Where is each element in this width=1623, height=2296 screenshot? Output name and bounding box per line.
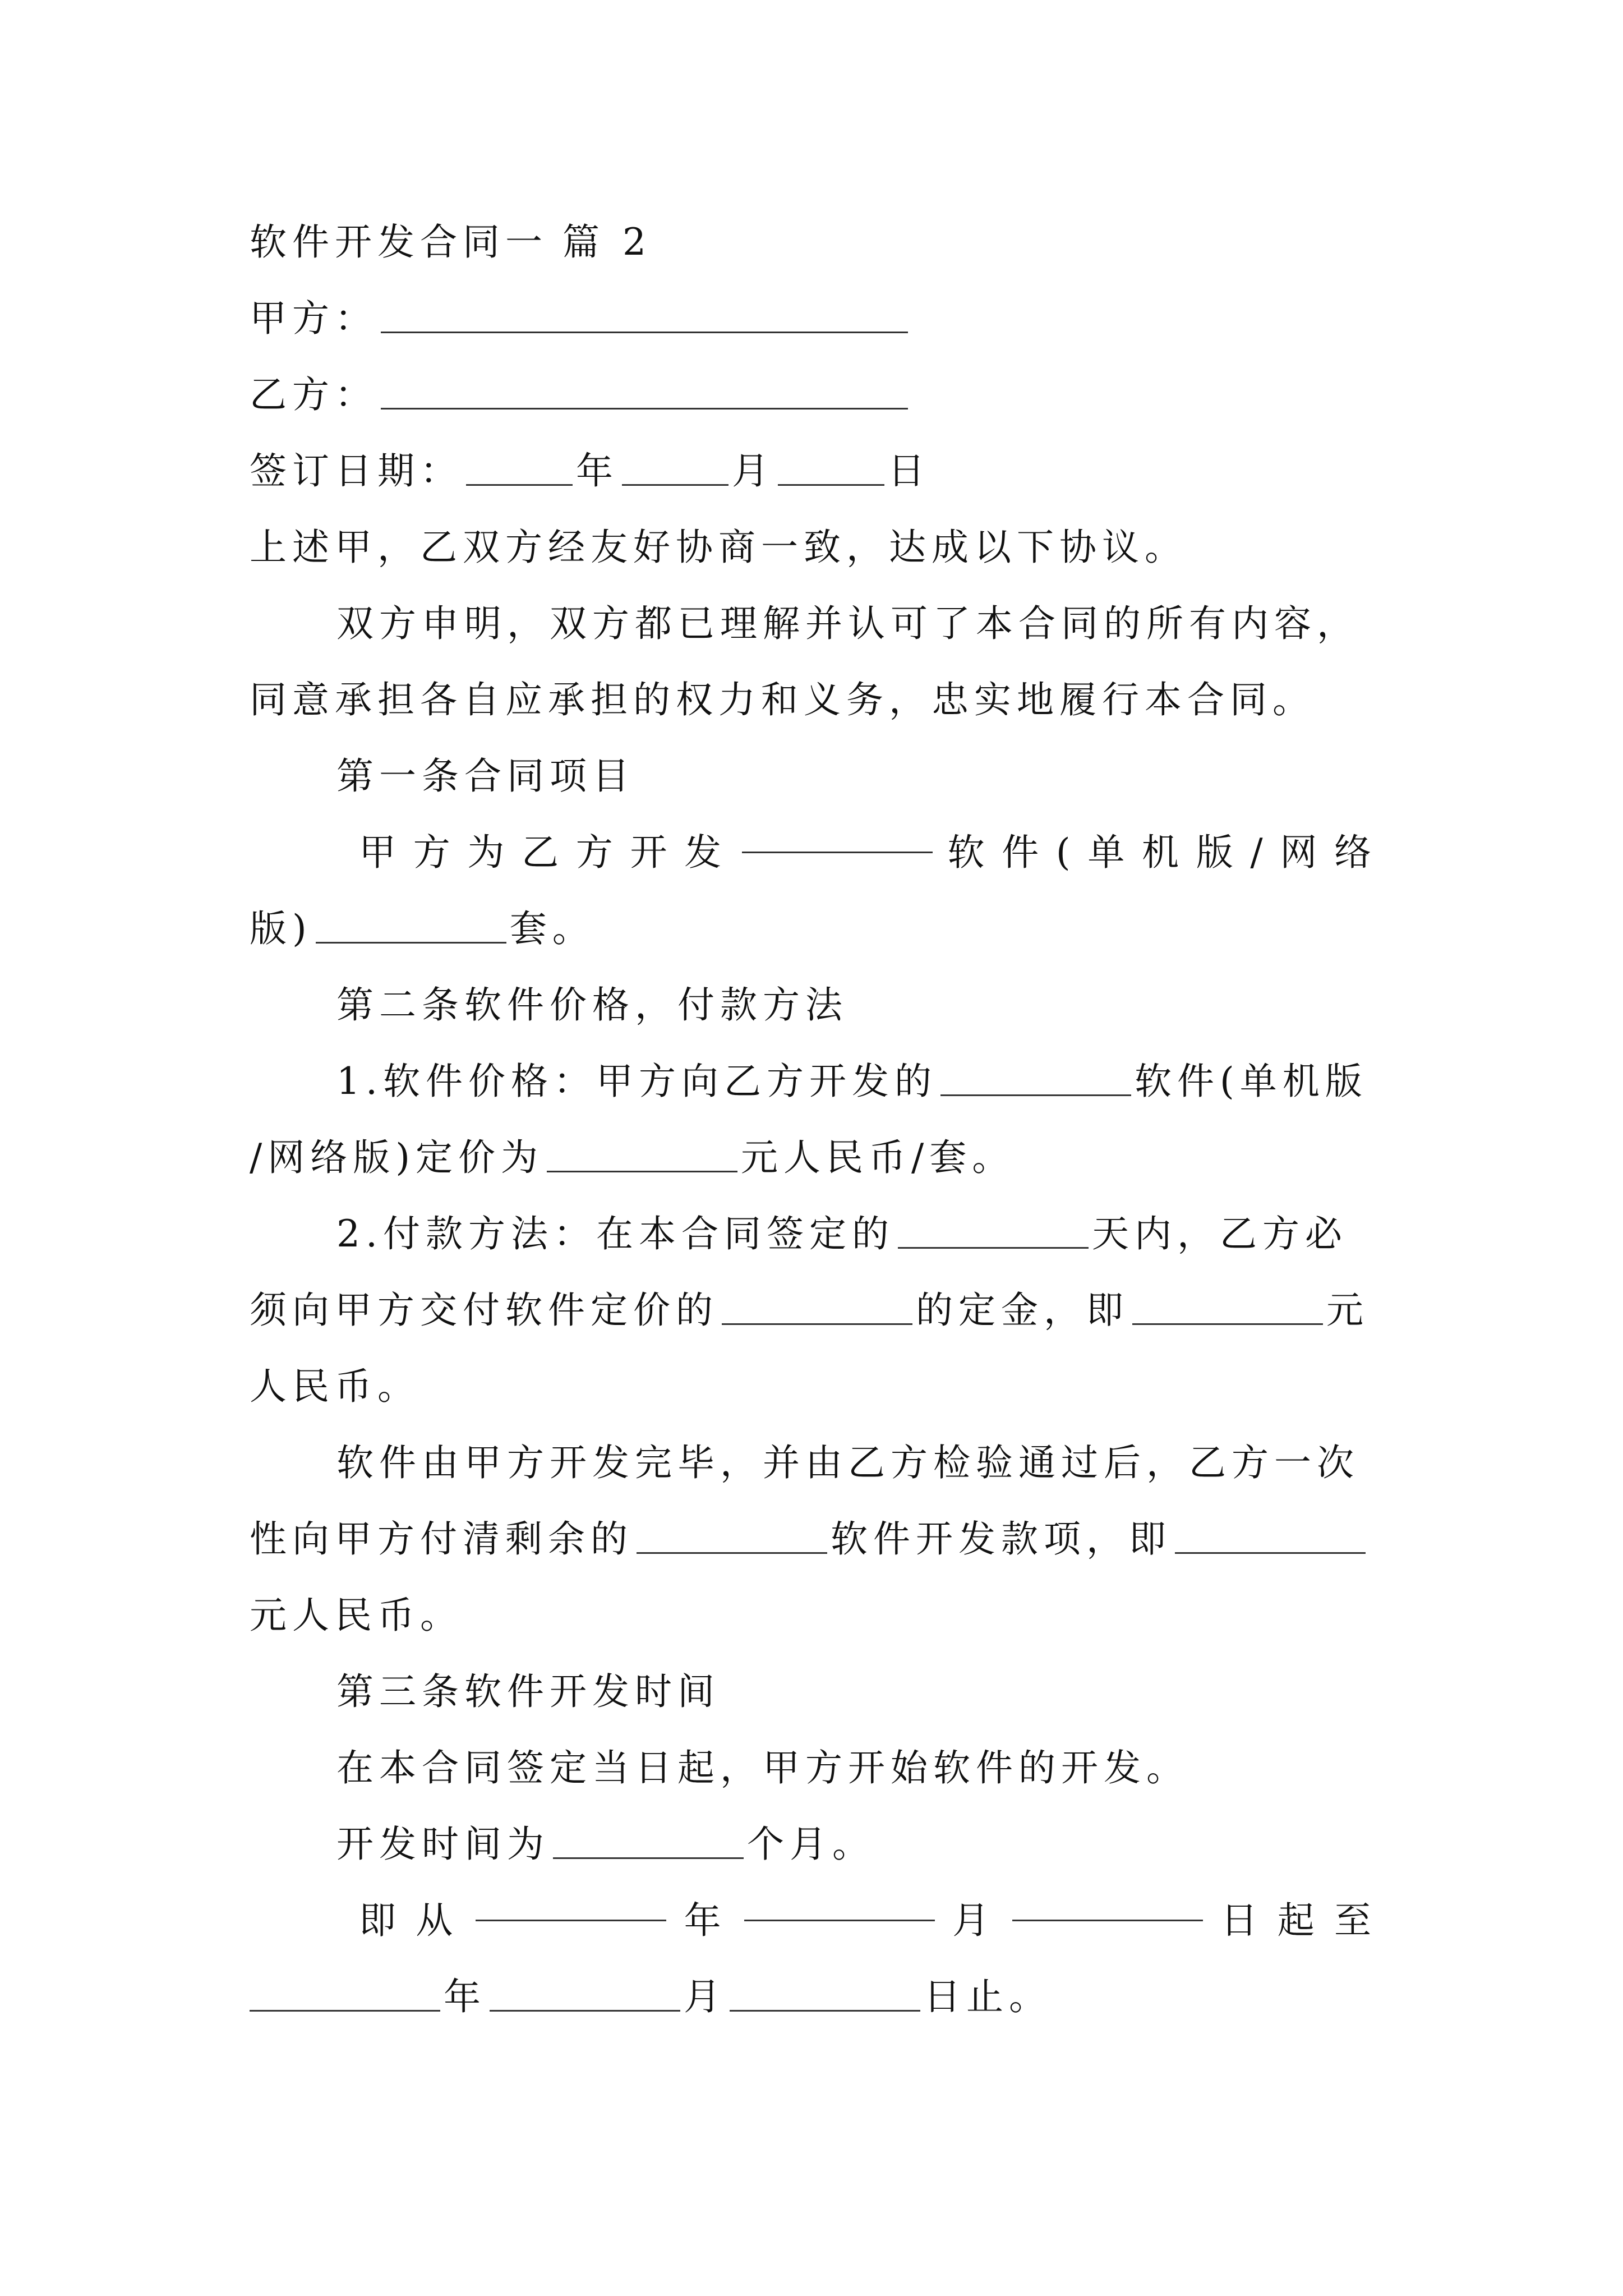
article-1-char: 软 — [947, 831, 990, 874]
article-1-char: 发 — [684, 831, 727, 874]
party-b-label: 乙方： — [250, 373, 377, 416]
sign-date-label: 签订日期： — [250, 449, 463, 493]
party-b-blank[interactable] — [381, 371, 908, 409]
price-amount-blank[interactable] — [547, 1134, 737, 1172]
period-line-1 — [359, 1883, 1377, 1959]
balance-line-2 — [250, 1501, 1377, 1577]
article-1-char: 甲 — [359, 831, 402, 874]
declaration-line-2 — [250, 662, 1377, 738]
period-char: 即 — [359, 1899, 402, 1942]
payment-text-1a: 2.付款方法：在本合同签定的 — [336, 1212, 895, 1255]
article-1-char: 机 — [1142, 831, 1184, 874]
balance-line-3 — [250, 1577, 1377, 1654]
end-year-label: 年 — [444, 1975, 486, 2018]
article-1-char: 单 — [1087, 831, 1131, 874]
dev-time-text-a: 开发时间为 — [336, 1823, 550, 1866]
set-text: 套。 — [509, 907, 595, 950]
article-1-title-text: 第一条合同项目 — [336, 754, 635, 798]
balance-line-1 — [336, 1425, 1377, 1501]
payment-text-1b: 天内，乙方必 — [1091, 1212, 1348, 1255]
price-text-2b: 元人民币/套。 — [741, 1136, 1015, 1179]
balance-percent-blank[interactable] — [637, 1515, 827, 1554]
article-2-title — [336, 967, 1377, 1043]
article-3-title — [336, 1654, 1377, 1730]
article-1-char: 开 — [630, 831, 673, 874]
intro-text: 上述甲，乙双方经友好协商一致，达成以下协议。 — [250, 526, 1187, 569]
article-2-title-text: 第二条软件价格，付款方法 — [336, 983, 848, 1027]
balance-text-2a: 性向甲方付清剩余的 — [250, 1517, 633, 1561]
declaration-line-1 — [336, 586, 1377, 662]
intro-paragraph — [250, 509, 1377, 586]
deposit-percent-blank[interactable] — [722, 1286, 912, 1325]
party-a-label: 甲方： — [250, 297, 377, 340]
quantity-blank[interactable] — [316, 905, 506, 944]
payment-line-2 — [250, 1272, 1377, 1349]
dev-start-line — [336, 1730, 1377, 1806]
end-day-label: 日止。 — [924, 1975, 1052, 2018]
price-line-1 — [336, 1043, 1377, 1120]
sign-day-label: 日 — [888, 449, 930, 493]
sign-year-blank[interactable] — [466, 447, 573, 486]
period-char: 日 — [1220, 1899, 1264, 1942]
balance-amount-blank[interactable] — [1175, 1515, 1366, 1554]
end-year-blank[interactable] — [250, 1973, 440, 2012]
party-a-line — [250, 280, 1377, 357]
payment-days-blank[interactable] — [898, 1210, 1089, 1249]
payment-text-3: 人民币。 — [250, 1365, 420, 1408]
declaration-text-2: 同意承担各自应承担的权力和义务，忠实地履行本合同。 — [250, 678, 1315, 721]
period-char: 起 — [1277, 1899, 1320, 1942]
deposit-amount-blank[interactable] — [1132, 1286, 1323, 1325]
title-suffix: 篇 2 — [562, 220, 652, 264]
payment-line-3 — [250, 1349, 1377, 1425]
article-1-line-1 — [359, 815, 1377, 891]
price-text-1b: 软件(单机版 — [1134, 1060, 1368, 1103]
price-text-1a: 1.软件价格：甲方向乙方开发的 — [336, 1060, 937, 1103]
dev-start-text: 在本合同签定当日起，甲方开始软件的开发。 — [336, 1746, 1189, 1789]
price-text-2a: /网络版)定价为 — [250, 1136, 543, 1179]
software-name-blank[interactable] — [742, 815, 933, 853]
period-char: 至 — [1334, 1899, 1377, 1942]
balance-text-1: 软件由甲方开发完毕，并由乙方检验通过后，乙方一次 — [336, 1441, 1359, 1484]
article-1-char: 乙 — [522, 831, 565, 874]
article-1-char: 为 — [467, 831, 510, 874]
start-day-blank[interactable] — [1012, 1883, 1203, 1921]
period-char: 从 — [416, 1899, 459, 1942]
article-1-char: 件 — [1002, 831, 1045, 874]
article-1-char: 网 — [1280, 831, 1323, 874]
sign-year-label: 年 — [576, 449, 619, 493]
article-1-char: 方 — [413, 831, 456, 874]
sign-date-line — [250, 433, 1377, 509]
end-month-blank[interactable] — [490, 1973, 680, 2012]
article-1-char: / — [1250, 831, 1269, 874]
end-month-label: 月 — [684, 1975, 726, 2018]
article-1-char: 络 — [1334, 831, 1377, 874]
dev-time-text-b: 个月。 — [747, 1823, 875, 1866]
start-month-label: 月 — [952, 1899, 995, 1942]
title-text: 软件开发合同一 — [250, 220, 548, 264]
version-text: 版) — [250, 907, 312, 950]
balance-text-2b: 软件开发款项，即 — [831, 1517, 1172, 1561]
contract-title — [250, 204, 1377, 280]
party-b-line — [250, 357, 1377, 433]
start-year-label: 年 — [684, 1899, 727, 1942]
sign-month-label: 月 — [732, 449, 774, 493]
article-1-title — [336, 738, 1377, 815]
article-1-line-2 — [250, 891, 1377, 967]
article-1-char: ( — [1055, 831, 1076, 874]
article-3-title-text: 第三条软件开发时间 — [336, 1670, 720, 1713]
start-year-blank[interactable] — [476, 1883, 666, 1921]
payment-text-2b: 的定金，即 — [916, 1289, 1129, 1332]
payment-text-2c: 元 — [1326, 1289, 1369, 1332]
sign-day-blank[interactable] — [778, 447, 884, 486]
price-line-2 — [250, 1120, 1377, 1196]
period-line-2 — [250, 1959, 1377, 2035]
dev-months-blank[interactable] — [553, 1820, 744, 1859]
price-software-blank[interactable] — [940, 1057, 1131, 1096]
sign-month-blank[interactable] — [622, 447, 728, 486]
end-day-blank[interactable] — [730, 1973, 920, 2012]
payment-text-2a: 须向甲方交付软件定价的 — [250, 1289, 718, 1332]
dev-time-line — [336, 1806, 1377, 1883]
start-month-blank[interactable] — [744, 1883, 935, 1921]
declaration-text-1: 双方申明，双方都已理解并认可了本合同的所有内容， — [336, 602, 1359, 645]
article-1-char: 方 — [575, 831, 619, 874]
payment-line-1 — [336, 1196, 1377, 1272]
party-a-blank[interactable] — [381, 295, 908, 333]
balance-text-3: 元人民币。 — [250, 1594, 463, 1637]
article-1-char: 版 — [1196, 831, 1239, 874]
